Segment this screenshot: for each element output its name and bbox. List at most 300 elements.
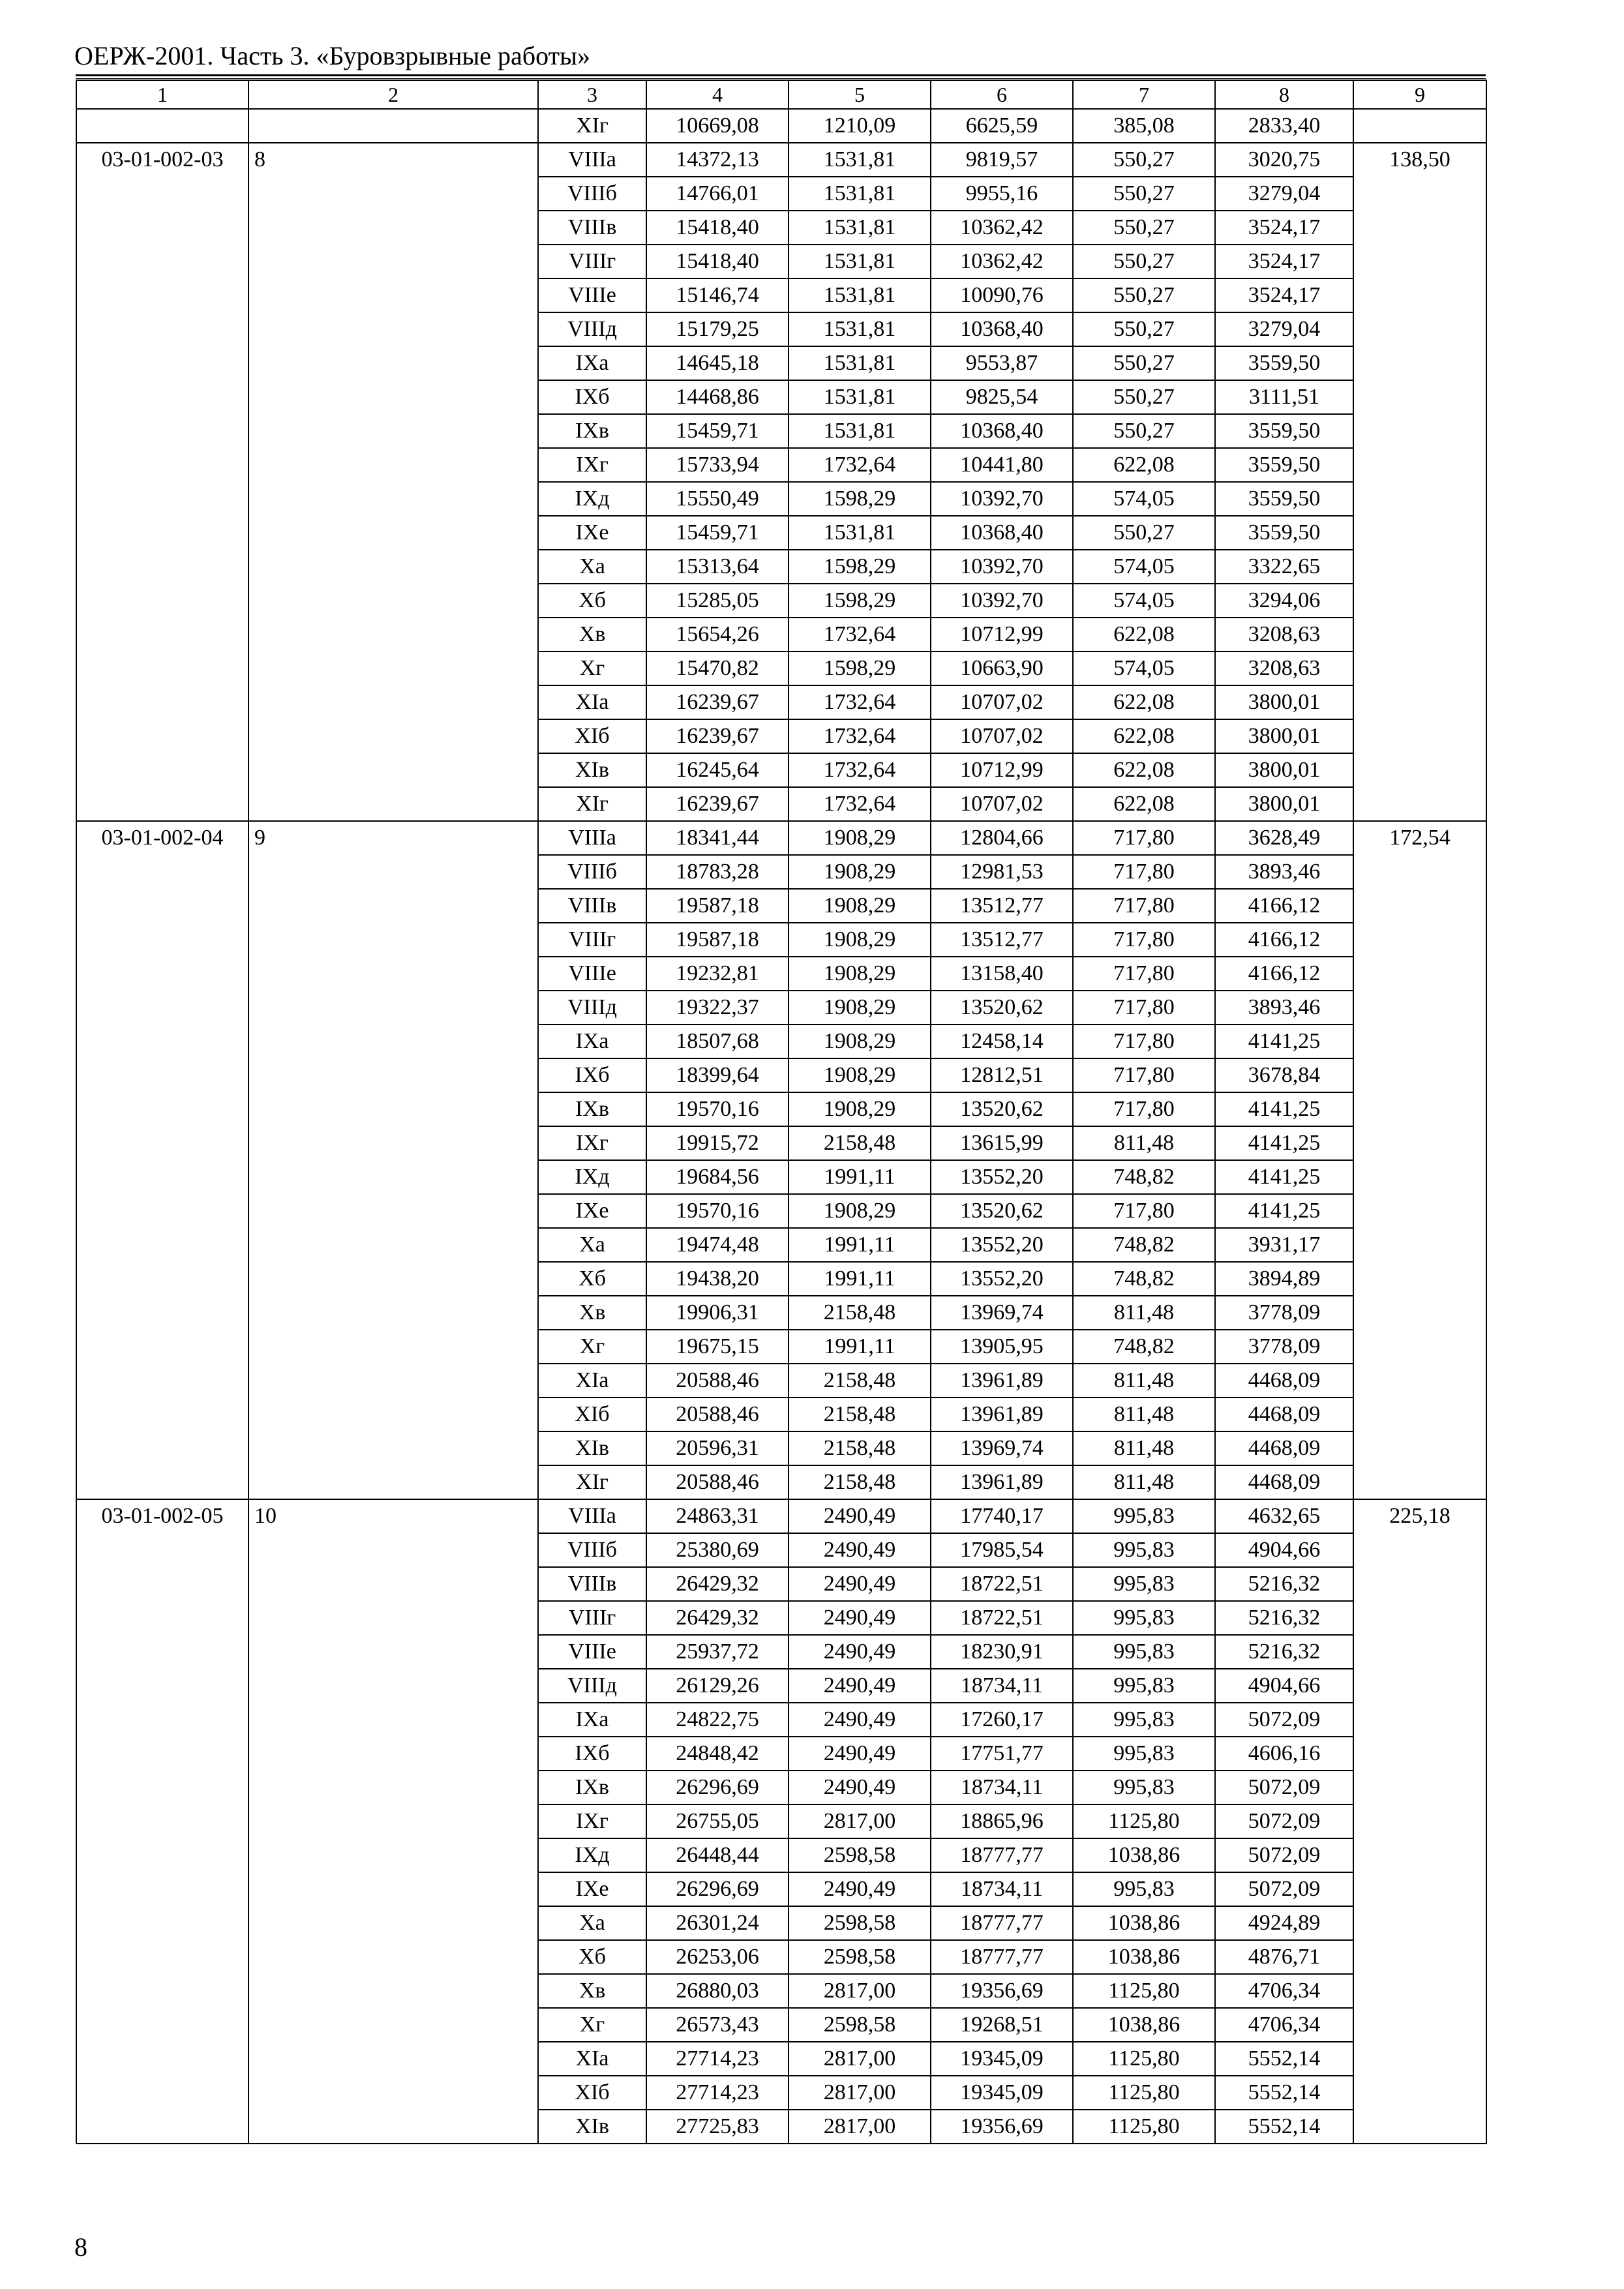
direct-cost-cell: 26129,26 <box>646 1669 789 1703</box>
materials-cost-cell: 4924,89 <box>1215 1906 1353 1940</box>
materials-cost-cell: 3778,09 <box>1215 1296 1353 1330</box>
operator-wages-cell: 385,08 <box>1073 109 1215 143</box>
rock-group-cell: XIа <box>538 685 646 719</box>
rock-group-cell: VIIIг <box>538 1601 646 1635</box>
rate-code-cell: 03-01-002-03 <box>76 143 248 821</box>
rock-group-cell: VIIIг <box>538 245 646 278</box>
materials-cost-cell: 4166,12 <box>1215 923 1353 957</box>
direct-cost-cell: 26429,32 <box>646 1601 789 1635</box>
machine-cost-cell: 18734,11 <box>931 1771 1073 1804</box>
direct-cost-cell: 16245,64 <box>646 753 789 787</box>
machine-cost-cell: 13961,89 <box>931 1465 1073 1499</box>
direct-cost-cell: 20596,31 <box>646 1431 789 1465</box>
wages-cell: 1908,29 <box>789 1092 931 1126</box>
materials-cost-cell: 4141,25 <box>1215 1194 1353 1228</box>
materials-cost-cell: 4876,71 <box>1215 1940 1353 1974</box>
operator-wages-cell: 1125,80 <box>1073 1804 1215 1838</box>
materials-cost-cell: 5216,32 <box>1215 1601 1353 1635</box>
wages-cell: 1531,81 <box>789 278 931 312</box>
operator-wages-cell: 622,08 <box>1073 618 1215 651</box>
rock-group-cell: IXв <box>538 414 646 448</box>
rock-group-cell: IXд <box>538 1160 646 1194</box>
rock-group-cell: XIв <box>538 1431 646 1465</box>
diameter-cell: 8 <box>248 143 538 821</box>
machine-cost-cell: 10663,90 <box>931 651 1073 685</box>
machine-cost-cell: 18777,77 <box>931 1838 1073 1872</box>
operator-wages-cell: 1125,80 <box>1073 2042 1215 2076</box>
direct-cost-cell: 16239,67 <box>646 685 789 719</box>
rock-group-cell: IXб <box>538 380 646 414</box>
materials-cost-cell: 3894,89 <box>1215 1262 1353 1296</box>
wages-cell: 1598,29 <box>789 584 931 618</box>
wages-cell: 2158,48 <box>789 1296 931 1330</box>
machine-cost-cell: 13552,20 <box>931 1160 1073 1194</box>
page-number: 8 <box>74 2232 87 2262</box>
wages-cell: 1908,29 <box>789 1025 931 1058</box>
wages-cell: 1732,64 <box>789 753 931 787</box>
rock-group-cell: VIIIб <box>538 855 646 889</box>
wages-cell: 2598,58 <box>789 1906 931 1940</box>
machine-cost-cell: 10392,70 <box>931 550 1073 584</box>
machine-cost-cell: 18865,96 <box>931 1804 1073 1838</box>
machine-cost-cell: 13512,77 <box>931 889 1073 923</box>
wages-cell: 2490,49 <box>789 1499 931 1533</box>
direct-cost-cell: 19474,48 <box>646 1228 789 1262</box>
direct-cost-cell: 19675,15 <box>646 1330 789 1364</box>
materials-cost-cell: 4141,25 <box>1215 1160 1353 1194</box>
rock-group-cell: VIIIд <box>538 991 646 1025</box>
wages-cell: 2490,49 <box>789 1635 931 1669</box>
rate-code-cell: 03-01-002-05 <box>76 1499 248 2144</box>
rock-group-cell: VIIIв <box>538 1567 646 1601</box>
machine-cost-cell: 17740,17 <box>931 1499 1073 1533</box>
wages-cell: 2158,48 <box>789 1398 931 1431</box>
machine-cost-cell: 10712,99 <box>931 753 1073 787</box>
wages-cell: 2490,49 <box>789 1771 931 1804</box>
rock-group-cell: IXд <box>538 1838 646 1872</box>
machine-cost-cell: 19345,09 <box>931 2076 1073 2110</box>
operator-wages-cell: 717,80 <box>1073 923 1215 957</box>
rock-group-cell: VIIIб <box>538 177 646 211</box>
rock-group-cell: VIIIд <box>538 1669 646 1703</box>
materials-cost-cell: 3893,46 <box>1215 855 1353 889</box>
machine-cost-cell: 17985,54 <box>931 1533 1073 1567</box>
operator-wages-cell: 748,82 <box>1073 1330 1215 1364</box>
machine-cost-cell: 10707,02 <box>931 719 1073 753</box>
operator-wages-cell: 995,83 <box>1073 1533 1215 1567</box>
machine-cost-cell: 6625,59 <box>931 109 1073 143</box>
rock-group-cell: VIIIв <box>538 889 646 923</box>
materials-cost-cell: 4166,12 <box>1215 889 1353 923</box>
rock-group-cell: IXг <box>538 448 646 482</box>
operator-wages-cell: 550,27 <box>1073 177 1215 211</box>
header-rule <box>76 74 1486 76</box>
rock-group-cell: Xв <box>538 618 646 651</box>
operator-wages-cell: 717,80 <box>1073 821 1215 855</box>
operator-wages-cell: 995,83 <box>1073 1737 1215 1771</box>
rock-group-cell: IXе <box>538 1872 646 1906</box>
rock-group-cell: Xб <box>538 584 646 618</box>
rate-code-cell: 03-01-002-04 <box>76 821 248 1499</box>
direct-cost-cell: 15459,71 <box>646 516 789 550</box>
materials-cost-cell: 4141,25 <box>1215 1025 1353 1058</box>
direct-cost-cell: 15459,71 <box>646 414 789 448</box>
direct-cost-cell: 15470,82 <box>646 651 789 685</box>
materials-cost-cell: 5072,09 <box>1215 1838 1353 1872</box>
wages-cell: 2598,58 <box>789 1838 931 1872</box>
machine-cost-cell: 17751,77 <box>931 1737 1073 1771</box>
direct-cost-cell: 26755,05 <box>646 1804 789 1838</box>
operator-wages-cell: 995,83 <box>1073 1771 1215 1804</box>
direct-cost-cell: 19570,16 <box>646 1092 789 1126</box>
direct-cost-cell: 26880,03 <box>646 1974 789 2008</box>
direct-cost-cell: 15285,05 <box>646 584 789 618</box>
column-header: 9 <box>1353 80 1486 109</box>
direct-cost-cell: 14468,86 <box>646 380 789 414</box>
machine-cost-cell: 18734,11 <box>931 1669 1073 1703</box>
wages-cell: 2817,00 <box>789 2110 931 2144</box>
materials-cost-cell: 5072,09 <box>1215 1872 1353 1906</box>
wages-cell: 2598,58 <box>789 2008 931 2042</box>
materials-cost-cell: 3111,51 <box>1215 380 1353 414</box>
materials-cost-cell: 4904,66 <box>1215 1669 1353 1703</box>
machine-cost-cell: 13969,74 <box>931 1296 1073 1330</box>
direct-cost-cell: 27725,83 <box>646 2110 789 2144</box>
machine-cost-cell: 13905,95 <box>931 1330 1073 1364</box>
wages-cell: 1991,11 <box>789 1330 931 1364</box>
diameter-cell: 9 <box>248 821 538 1499</box>
materials-cost-cell: 3559,50 <box>1215 414 1353 448</box>
operator-wages-cell: 574,05 <box>1073 482 1215 516</box>
diameter-cell: 10 <box>248 1499 538 2144</box>
operator-wages-cell: 550,27 <box>1073 211 1215 245</box>
machine-cost-cell: 13158,40 <box>931 957 1073 991</box>
rock-group-cell: XIг <box>538 1465 646 1499</box>
materials-cost-cell: 5552,14 <box>1215 2110 1353 2144</box>
materials-cost-cell: 3208,63 <box>1215 618 1353 651</box>
rock-group-cell: Xб <box>538 1262 646 1296</box>
materials-cost-cell: 3279,04 <box>1215 312 1353 346</box>
column-header: 6 <box>931 80 1073 109</box>
materials-cost-cell: 3322,65 <box>1215 550 1353 584</box>
operator-wages-cell: 1125,80 <box>1073 2076 1215 2110</box>
rock-group-cell: Xа <box>538 1906 646 1940</box>
wages-cell: 1732,64 <box>789 719 931 753</box>
materials-cost-cell: 3208,63 <box>1215 651 1353 685</box>
wages-cell: 1908,29 <box>789 889 931 923</box>
machine-cost-cell: 12458,14 <box>931 1025 1073 1058</box>
direct-cost-cell: 20588,46 <box>646 1364 789 1398</box>
machine-cost-cell: 19356,69 <box>931 2110 1073 2144</box>
direct-cost-cell: 19438,20 <box>646 1262 789 1296</box>
machine-cost-cell: 10368,40 <box>931 516 1073 550</box>
machine-cost-cell: 13520,62 <box>931 991 1073 1025</box>
rock-group-cell: Xг <box>538 2008 646 2042</box>
direct-cost-cell: 19232,81 <box>646 957 789 991</box>
operator-wages-cell: 550,27 <box>1073 312 1215 346</box>
wages-cell: 2158,48 <box>789 1126 931 1160</box>
operator-wages-cell: 550,27 <box>1073 143 1215 177</box>
direct-cost-cell: 14372,13 <box>646 143 789 177</box>
direct-cost-cell: 27714,23 <box>646 2076 789 2110</box>
machine-cost-cell: 13961,89 <box>931 1398 1073 1431</box>
wages-cell: 1908,29 <box>789 855 931 889</box>
document-header: ОЕРЖ-2001. Часть 3. «Буровзрывные работы» <box>74 41 590 70</box>
operator-wages-cell: 717,80 <box>1073 1058 1215 1092</box>
machine-cost-cell: 18734,11 <box>931 1872 1073 1906</box>
machine-cost-cell: 18777,77 <box>931 1940 1073 1974</box>
rock-group-cell: IXв <box>538 1771 646 1804</box>
operator-wages-cell: 811,48 <box>1073 1126 1215 1160</box>
wages-cell: 2490,49 <box>789 1669 931 1703</box>
materials-cost-cell: 3020,75 <box>1215 143 1353 177</box>
rock-group-cell: VIIIе <box>538 278 646 312</box>
column-header: 3 <box>538 80 646 109</box>
machine-cost-cell: 12804,66 <box>931 821 1073 855</box>
table-row <box>76 821 1486 855</box>
materials-cost-cell: 4606,16 <box>1215 1737 1353 1771</box>
labor-cost-cell: 172,54 <box>1353 821 1486 1499</box>
operator-wages-cell: 748,82 <box>1073 1262 1215 1296</box>
wages-cell: 1908,29 <box>789 1058 931 1092</box>
wages-cell: 1908,29 <box>789 957 931 991</box>
materials-cost-cell: 3800,01 <box>1215 719 1353 753</box>
direct-cost-cell: 15418,40 <box>646 245 789 278</box>
wages-cell: 1531,81 <box>789 312 931 346</box>
materials-cost-cell: 3559,50 <box>1215 346 1353 380</box>
direct-cost-cell: 15313,64 <box>646 550 789 584</box>
materials-cost-cell: 3524,17 <box>1215 245 1353 278</box>
materials-cost-cell: 4468,09 <box>1215 1364 1353 1398</box>
rock-group-cell: IXа <box>538 346 646 380</box>
rock-group-cell: VIIIд <box>538 312 646 346</box>
materials-cost-cell: 5216,32 <box>1215 1567 1353 1601</box>
direct-cost-cell: 19587,18 <box>646 923 789 957</box>
wages-cell: 1908,29 <box>789 1194 931 1228</box>
rock-group-cell: Xг <box>538 651 646 685</box>
operator-wages-cell: 811,48 <box>1073 1431 1215 1465</box>
labor-cost-cell: 138,50 <box>1353 143 1486 821</box>
materials-cost-cell: 3524,17 <box>1215 211 1353 245</box>
rock-group-cell: XIг <box>538 109 646 143</box>
materials-cost-cell: 4141,25 <box>1215 1126 1353 1160</box>
direct-cost-cell: 19570,16 <box>646 1194 789 1228</box>
wages-cell: 1908,29 <box>789 923 931 957</box>
materials-cost-cell: 5072,09 <box>1215 1804 1353 1838</box>
direct-cost-cell: 25380,69 <box>646 1533 789 1567</box>
column-header: 5 <box>789 80 931 109</box>
rate-code-cell <box>76 109 248 143</box>
column-header: 2 <box>248 80 538 109</box>
machine-cost-cell: 13512,77 <box>931 923 1073 957</box>
operator-wages-cell: 995,83 <box>1073 1635 1215 1669</box>
direct-cost-cell: 26296,69 <box>646 1872 789 1906</box>
direct-cost-cell: 19915,72 <box>646 1126 789 1160</box>
operator-wages-cell: 717,80 <box>1073 889 1215 923</box>
rock-group-cell: Xг <box>538 1330 646 1364</box>
materials-cost-cell: 2833,40 <box>1215 109 1353 143</box>
machine-cost-cell: 10362,42 <box>931 245 1073 278</box>
operator-wages-cell: 717,80 <box>1073 855 1215 889</box>
wages-cell: 1908,29 <box>789 821 931 855</box>
wages-cell: 1732,64 <box>789 787 931 821</box>
materials-cost-cell: 4632,65 <box>1215 1499 1353 1533</box>
materials-cost-cell: 4468,09 <box>1215 1431 1353 1465</box>
direct-cost-cell: 20588,46 <box>646 1398 789 1431</box>
wages-cell: 1210,09 <box>789 109 931 143</box>
operator-wages-cell: 995,83 <box>1073 1601 1215 1635</box>
machine-cost-cell: 10368,40 <box>931 312 1073 346</box>
operator-wages-cell: 717,80 <box>1073 1092 1215 1126</box>
table-row <box>76 143 1486 177</box>
direct-cost-cell: 26253,06 <box>646 1940 789 1974</box>
operator-wages-cell: 995,83 <box>1073 1703 1215 1737</box>
rock-group-cell: IXг <box>538 1804 646 1838</box>
materials-cost-cell: 3559,50 <box>1215 516 1353 550</box>
operator-wages-cell: 550,27 <box>1073 516 1215 550</box>
direct-cost-cell: 14645,18 <box>646 346 789 380</box>
machine-cost-cell: 12981,53 <box>931 855 1073 889</box>
table-row <box>76 109 1486 143</box>
operator-wages-cell: 995,83 <box>1073 1499 1215 1533</box>
column-header: 7 <box>1073 80 1215 109</box>
direct-cost-cell: 18507,68 <box>646 1025 789 1058</box>
direct-cost-cell: 24822,75 <box>646 1703 789 1737</box>
machine-cost-cell: 9819,57 <box>931 143 1073 177</box>
rock-group-cell: IXб <box>538 1737 646 1771</box>
column-header: 8 <box>1215 80 1353 109</box>
direct-cost-cell: 18341,44 <box>646 821 789 855</box>
rock-group-cell: XIг <box>538 787 646 821</box>
machine-cost-cell: 19345,09 <box>931 2042 1073 2076</box>
rock-group-cell: IXа <box>538 1703 646 1737</box>
machine-cost-cell: 10362,42 <box>931 211 1073 245</box>
operator-wages-cell: 574,05 <box>1073 550 1215 584</box>
materials-cost-cell: 4166,12 <box>1215 957 1353 991</box>
direct-cost-cell: 19322,37 <box>646 991 789 1025</box>
rock-group-cell: IXе <box>538 516 646 550</box>
machine-cost-cell: 18722,51 <box>931 1601 1073 1635</box>
materials-cost-cell: 4904,66 <box>1215 1533 1353 1567</box>
materials-cost-cell: 3559,50 <box>1215 482 1353 516</box>
wages-cell: 1908,29 <box>789 991 931 1025</box>
machine-cost-cell: 13552,20 <box>931 1262 1073 1296</box>
machine-cost-cell: 18230,91 <box>931 1635 1073 1669</box>
wages-cell: 1531,81 <box>789 346 931 380</box>
direct-cost-cell: 26429,32 <box>646 1567 789 1601</box>
column-number-row <box>76 80 1486 109</box>
materials-cost-cell: 5216,32 <box>1215 1635 1353 1669</box>
table-body <box>76 80 1486 2144</box>
operator-wages-cell: 550,27 <box>1073 380 1215 414</box>
rock-group-cell: Xб <box>538 1940 646 1974</box>
operator-wages-cell: 995,83 <box>1073 1567 1215 1601</box>
rates-table <box>76 80 1487 2144</box>
rock-group-cell: Xа <box>538 1228 646 1262</box>
operator-wages-cell: 811,48 <box>1073 1364 1215 1398</box>
operator-wages-cell: 811,48 <box>1073 1465 1215 1499</box>
diameter-cell <box>248 109 538 143</box>
rock-group-cell: Xа <box>538 550 646 584</box>
machine-cost-cell: 10707,02 <box>931 685 1073 719</box>
machine-cost-cell: 10392,70 <box>931 584 1073 618</box>
direct-cost-cell: 26296,69 <box>646 1771 789 1804</box>
operator-wages-cell: 550,27 <box>1073 346 1215 380</box>
materials-cost-cell: 3931,17 <box>1215 1228 1353 1262</box>
materials-cost-cell: 3893,46 <box>1215 991 1353 1025</box>
wages-cell: 1991,11 <box>789 1160 931 1194</box>
rock-group-cell: XIа <box>538 1364 646 1398</box>
operator-wages-cell: 550,27 <box>1073 245 1215 278</box>
wages-cell: 2598,58 <box>789 1940 931 1974</box>
machine-cost-cell: 12812,51 <box>931 1058 1073 1092</box>
wages-cell: 1732,64 <box>789 685 931 719</box>
operator-wages-cell: 717,80 <box>1073 1025 1215 1058</box>
header-rule-thin <box>76 78 1486 79</box>
materials-cost-cell: 3678,84 <box>1215 1058 1353 1092</box>
machine-cost-cell: 10090,76 <box>931 278 1073 312</box>
wages-cell: 1598,29 <box>789 550 931 584</box>
direct-cost-cell: 19906,31 <box>646 1296 789 1330</box>
rock-group-cell: VIIIб <box>538 1533 646 1567</box>
rock-group-cell: Xв <box>538 1974 646 2008</box>
wages-cell: 2158,48 <box>789 1364 931 1398</box>
wages-cell: 1732,64 <box>789 448 931 482</box>
direct-cost-cell: 15654,26 <box>646 618 789 651</box>
column-header: 1 <box>76 80 248 109</box>
materials-cost-cell: 5552,14 <box>1215 2042 1353 2076</box>
operator-wages-cell: 622,08 <box>1073 753 1215 787</box>
wages-cell: 2158,48 <box>789 1465 931 1499</box>
materials-cost-cell: 3800,01 <box>1215 753 1353 787</box>
direct-cost-cell: 16239,67 <box>646 787 789 821</box>
rock-group-cell: Xв <box>538 1296 646 1330</box>
direct-cost-cell: 24863,31 <box>646 1499 789 1533</box>
operator-wages-cell: 1038,86 <box>1073 2008 1215 2042</box>
operator-wages-cell: 550,27 <box>1073 278 1215 312</box>
rock-group-cell: VIIIг <box>538 923 646 957</box>
operator-wages-cell: 1125,80 <box>1073 1974 1215 2008</box>
rock-group-cell: IXв <box>538 1092 646 1126</box>
operator-wages-cell: 995,83 <box>1073 1872 1215 1906</box>
wages-cell: 2490,49 <box>789 1872 931 1906</box>
wages-cell: 1531,81 <box>789 177 931 211</box>
rock-group-cell: XIб <box>538 719 646 753</box>
machine-cost-cell: 10707,02 <box>931 787 1073 821</box>
operator-wages-cell: 748,82 <box>1073 1160 1215 1194</box>
materials-cost-cell: 4141,25 <box>1215 1092 1353 1126</box>
wages-cell: 2490,49 <box>789 1601 931 1635</box>
direct-cost-cell: 15146,74 <box>646 278 789 312</box>
materials-cost-cell: 3524,17 <box>1215 278 1353 312</box>
direct-cost-cell: 24848,42 <box>646 1737 789 1771</box>
operator-wages-cell: 811,48 <box>1073 1398 1215 1431</box>
rock-group-cell: XIа <box>538 2042 646 2076</box>
materials-cost-cell: 3279,04 <box>1215 177 1353 211</box>
rock-group-cell: XIв <box>538 753 646 787</box>
rock-group-cell: VIIIе <box>538 1635 646 1669</box>
machine-cost-cell: 13552,20 <box>931 1228 1073 1262</box>
materials-cost-cell: 5552,14 <box>1215 2076 1353 2110</box>
machine-cost-cell: 18777,77 <box>931 1906 1073 1940</box>
direct-cost-cell: 16239,67 <box>646 719 789 753</box>
direct-cost-cell: 25937,72 <box>646 1635 789 1669</box>
machine-cost-cell: 13520,62 <box>931 1194 1073 1228</box>
labor-cost-cell: 225,18 <box>1353 1499 1486 2144</box>
wages-cell: 1991,11 <box>789 1262 931 1296</box>
rock-group-cell: IXг <box>538 1126 646 1160</box>
column-header: 4 <box>646 80 789 109</box>
